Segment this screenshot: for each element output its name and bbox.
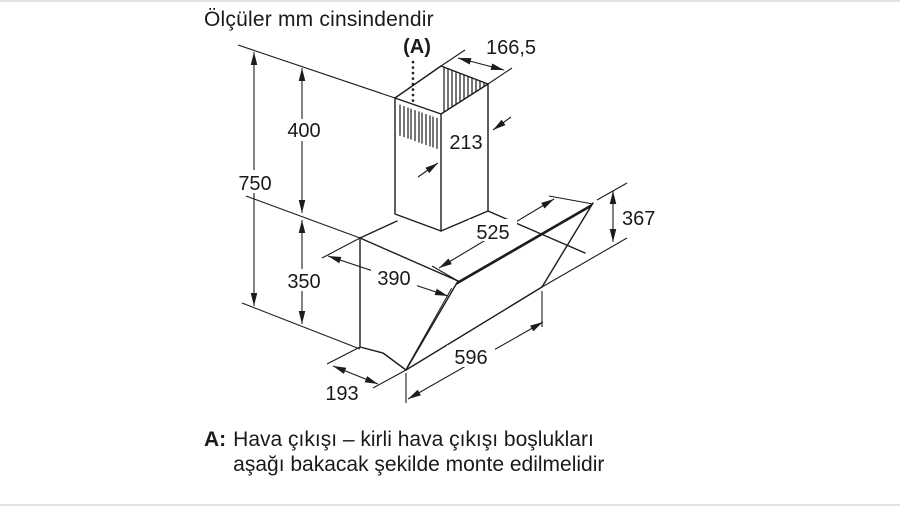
leader-arrow-right bbox=[493, 117, 511, 130]
ext-line-367-top bbox=[597, 183, 627, 200]
ext-line-390 bbox=[322, 238, 360, 258]
glass-right-edge bbox=[542, 203, 593, 287]
dim-bottom-width-596 bbox=[406, 291, 543, 403]
footnote-line1: Hava çıkışı – kirli hava çıkışı boşlukları bbox=[233, 428, 594, 451]
marker-a-label: (A) bbox=[403, 36, 431, 58]
ext-line-mid bbox=[246, 196, 360, 238]
dim-label-390: 390 bbox=[377, 268, 411, 290]
dim-label-350: 350 bbox=[287, 271, 321, 293]
footnote-a bbox=[204, 427, 604, 477]
dim-top-width-525 bbox=[432, 196, 593, 281]
dim-label-750: 750 bbox=[238, 173, 272, 195]
body-top-back-edge bbox=[360, 221, 397, 238]
leader-arrow-left bbox=[418, 163, 438, 177]
dim-label-213: 213 bbox=[449, 132, 483, 154]
dim-label-193: 193 bbox=[325, 383, 359, 405]
ext-line-525-right bbox=[549, 196, 593, 204]
dim-chimney-width-213 bbox=[418, 117, 511, 177]
air-outlet-marker bbox=[403, 36, 431, 104]
footnote-prefix: A: bbox=[204, 428, 227, 451]
dim-label-525: 525 bbox=[476, 222, 510, 244]
dim-label-596: 596 bbox=[454, 347, 488, 369]
dim-line-166 bbox=[458, 58, 504, 70]
dim-label-400: 400 bbox=[287, 120, 321, 142]
ext-line-bottom bbox=[242, 303, 360, 349]
ext-line-525-left bbox=[432, 266, 458, 281]
dim-bottom-depth-193 bbox=[325, 347, 406, 405]
dim-body-height-350 bbox=[281, 220, 327, 324]
dim-front-panel-height-367 bbox=[542, 183, 655, 287]
ext-line-166-left bbox=[441, 50, 465, 66]
dim-label-367: 367 bbox=[622, 208, 656, 230]
footnote-line2: aşağı bakacak şekilde monte edilmelidir bbox=[233, 453, 605, 476]
ext-line-166-right bbox=[488, 68, 512, 84]
footnote-text bbox=[233, 427, 604, 477]
ext-line-367-bottom bbox=[542, 238, 627, 287]
dim-chimney-height-400 bbox=[246, 68, 360, 238]
dim-label-166-5: 166,5 bbox=[486, 37, 537, 59]
ext-line-top bbox=[238, 45, 395, 98]
ext-line-193-left bbox=[327, 347, 360, 364]
body-left-outline bbox=[360, 238, 406, 370]
dim-top-depth-390 bbox=[322, 238, 448, 296]
dim-total-height-750 bbox=[231, 45, 395, 349]
ext-line-193-right bbox=[373, 370, 406, 388]
page-title: Ölçüler mm cinsindendir bbox=[204, 8, 434, 31]
dim-line-193 bbox=[333, 366, 378, 384]
dim-chimney-depth-166-5 bbox=[441, 37, 536, 84]
